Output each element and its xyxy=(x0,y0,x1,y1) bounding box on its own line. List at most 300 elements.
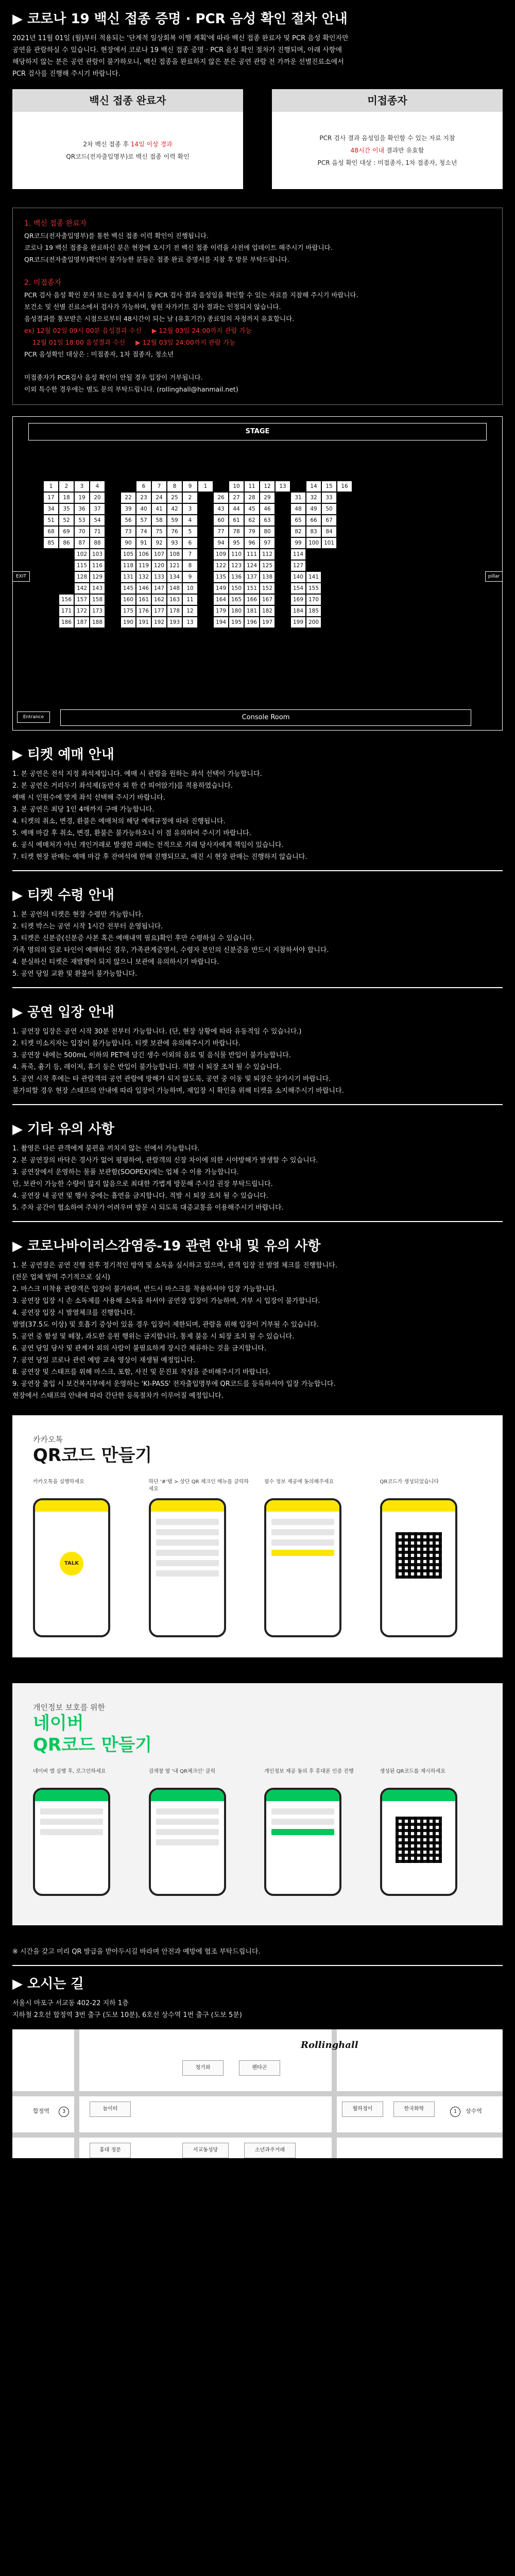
seat: 1 xyxy=(198,481,213,492)
seat: 151 xyxy=(245,583,259,594)
notice-heading-1: 1. 백신 접종 완료자 xyxy=(24,219,87,228)
entrance-label: Entrance xyxy=(17,711,50,723)
etc-line: 3. 공연장에서 운영하는 물품 보관함(SOOPEX)에는 업체 수 이용 가능합니다. xyxy=(12,1168,239,1176)
seat-gap xyxy=(198,549,213,560)
seat: 200 xyxy=(306,617,321,628)
seat: 167 xyxy=(260,595,274,605)
seat-gap xyxy=(44,549,58,560)
seat-gap xyxy=(198,504,213,514)
seat: 160 xyxy=(121,595,135,605)
pickup-line: 4. 분실하신 티켓은 재발행이 되지 않으니 보관에 유의하시기 바랍니다. xyxy=(12,958,219,966)
seat: 121 xyxy=(167,561,182,571)
covid-line: (전문 업체 방역 주기적으로 실시) xyxy=(12,1274,110,1281)
seat-row xyxy=(44,549,353,561)
seat-row xyxy=(44,538,353,549)
seat: 91 xyxy=(136,538,151,548)
covid-line: 9. 공연장 출입 시 보건복지부에서 운영하는 'KI-PASS' 전자출입명부에 QR코드를 등록하셔야 입장 가능합니다. xyxy=(12,1380,336,1388)
seat: 173 xyxy=(90,606,105,616)
seat: 172 xyxy=(75,606,89,616)
seat: 108 xyxy=(167,549,182,560)
seat: 75 xyxy=(152,527,166,537)
seat: 11 xyxy=(183,595,197,605)
seat: 46 xyxy=(260,504,274,514)
vaccinated-body xyxy=(12,112,243,189)
seat: 102 xyxy=(75,549,89,560)
seat: 125 xyxy=(260,561,274,571)
seat-gap xyxy=(106,583,120,594)
seat: 169 xyxy=(291,595,305,605)
vaccinated-highlight: 14일 이상 경과 xyxy=(130,141,173,148)
ticket-line: 7. 티켓 현장 판매는 예매 마감 후 잔여석에 한해 진행되므로, 매진 시 현장 판매는 진행하지 않습니다. xyxy=(12,853,307,861)
covid-title: ▶ 코로나바이러스감염증-19 관련 안내 및 유의 사항 xyxy=(12,1239,321,1254)
covid-line: 3. 공연장 입장 시 손 소독제를 사용해 소독을 하셔야 공연장 입장이 가능하며, 거부 시 입장이 불가합니다. xyxy=(12,1297,320,1305)
covid-line: 5. 공연 중 함성 및 떼창, 과도한 응원 행위는 금지합니다. 통제 불응 시 퇴장 조치 될 수 있습니다. xyxy=(12,1333,295,1341)
kakao-qr-guide xyxy=(12,1415,503,1657)
seat: 29 xyxy=(260,493,274,503)
naver-step-text: 생성된 QR코드를 제시하세요 xyxy=(380,1769,445,1774)
etc-line: 5. 주차 공간이 협소하여 주차가 어려우며 방문 시 되도록 대중교통을 이용해주시기 바랍니다. xyxy=(12,1204,284,1212)
phone-mockup xyxy=(149,1788,226,1896)
seat: 1 xyxy=(44,481,58,492)
seat-gap xyxy=(44,583,58,594)
example-valid: ▶ 12월 03일 24:00까지 관람 가능 xyxy=(151,327,252,334)
admission-line: 3. 공연장 내에는 500mL 이하의 PET에 담긴 생수 이외의 음료 및 음식물 반입이 불가능합니다. xyxy=(12,1052,291,1059)
seat: 137 xyxy=(245,572,259,582)
seat: 4 xyxy=(183,515,197,526)
seat: 161 xyxy=(136,595,151,605)
seat: 31 xyxy=(291,493,305,503)
seat: 134 xyxy=(167,572,182,582)
seat: 148 xyxy=(167,583,182,594)
covid-line: 4. 공연장 입장 시 발열체크를 진행합니다. xyxy=(12,1309,135,1317)
seat: 42 xyxy=(167,504,182,514)
seat: 186 xyxy=(59,617,74,628)
seat: 15 xyxy=(322,481,336,492)
seat: 58 xyxy=(152,515,166,526)
etc-line: 단, 보관이 가능한 수량이 많지 않음으로 최대한 가볍게 방문해 주시길 권장 부탁드립니다. xyxy=(12,1180,273,1188)
seat: 111 xyxy=(245,549,259,560)
seat: 92 xyxy=(152,538,166,548)
covid-text xyxy=(12,1260,503,1402)
console-room-label: Console Room xyxy=(60,709,471,726)
intro-line: 2021년 11월 01일 (월)부터 적용되는 '단계적 일상회복 이행 계획'에 따라 백신 접종 완료자 및 PCR 음성 확인자만 xyxy=(12,35,349,42)
kakao-guide-subtitle: 카카오톡 xyxy=(33,1435,63,1444)
seat: 85 xyxy=(44,538,58,548)
seat: 69 xyxy=(59,527,74,537)
intro-section xyxy=(0,0,515,80)
seat: 193 xyxy=(167,617,182,628)
exit-sign: EXIT xyxy=(12,571,30,582)
seat: 76 xyxy=(167,527,182,537)
seat: 197 xyxy=(260,617,274,628)
seat-row xyxy=(44,493,353,504)
seat: 177 xyxy=(152,606,166,616)
ticket-line: 1. 본 공연은 전석 지정 좌석제입니다. 예매 시 관람을 원하는 좌석 선택이 가능합니다. xyxy=(12,770,262,778)
seat: 66 xyxy=(306,515,321,526)
seat: 56 xyxy=(121,515,135,526)
exit-number-badge: 3 xyxy=(59,2107,69,2117)
qr-code-icon xyxy=(396,1532,442,1579)
covid-line: 6. 공연 당일 당사 및 관계자 외의 사람이 불필요하게 장시간 체류하는 것을 금지합니다. xyxy=(12,1345,267,1352)
qr-guide-area xyxy=(12,1415,503,1941)
seat-gap xyxy=(322,583,336,594)
covid-line: 2. 마스크 미착용 관람객은 입장이 불가하며, 반드시 마스크를 착용하셔야 입장 가능합니다. xyxy=(12,1285,278,1293)
station-label: 합정역 xyxy=(33,2108,49,2114)
seat-gap xyxy=(106,549,120,560)
pickup-section xyxy=(0,871,515,980)
seat: 136 xyxy=(229,572,244,582)
seat: 105 xyxy=(121,549,135,560)
seat: 123 xyxy=(229,561,244,571)
phone-mockup xyxy=(264,1498,341,1637)
seat-gap xyxy=(276,595,290,605)
seat: 87 xyxy=(75,538,89,548)
seat: 67 xyxy=(322,515,336,526)
seat: 176 xyxy=(136,606,151,616)
seat: 9 xyxy=(183,481,197,492)
seat: 48 xyxy=(291,504,305,514)
seat: 118 xyxy=(121,561,135,571)
map-building: 서교동성당 xyxy=(182,2143,229,2158)
seat: 147 xyxy=(152,583,166,594)
seat-gap xyxy=(322,572,336,582)
seat: 26 xyxy=(214,493,228,503)
seat: 143 xyxy=(90,583,105,594)
seat-gap xyxy=(106,572,120,582)
seat: 163 xyxy=(167,595,182,605)
seat-gap xyxy=(106,595,120,605)
admission-line: 4. 폭죽, 흉기 등, 레이저, 휴기 등은 반입이 불가능합니다. 적발 시 퇴장 조치 될 수 있습니다. xyxy=(12,1063,282,1071)
seat: 150 xyxy=(229,583,244,594)
seat: 132 xyxy=(136,572,151,582)
seat: 49 xyxy=(306,504,321,514)
map-building: 청기와 xyxy=(182,2060,224,2076)
seat: 154 xyxy=(291,583,305,594)
vaccinated-line-1 xyxy=(83,138,172,150)
seat: 60 xyxy=(214,515,228,526)
seat: 73 xyxy=(121,527,135,537)
seat: 3 xyxy=(75,481,89,492)
notice-line: QR코드(전자출입명부)를 통한 백신 접종 이력 확인이 진행됩니다. xyxy=(24,232,209,240)
seat: 116 xyxy=(90,561,105,571)
pillar-label: pillar xyxy=(485,571,503,582)
seat: 155 xyxy=(306,583,321,594)
naver-guide-title-1: 네이버 xyxy=(33,1713,84,1734)
seat: 192 xyxy=(152,617,166,628)
seat: 40 xyxy=(136,504,151,514)
ticket-line: 3. 본 공연은 최당 1인 4매까지 구매 가능합니다. xyxy=(12,806,154,814)
seat: 3 xyxy=(183,504,197,514)
admission-line: 5. 공연 시작 후에는 타 관람객의 공연 관람에 방해가 되지 않도록, 공연 중 이동 및 퇴장은 삼가시기 바랍니다. xyxy=(12,1075,331,1083)
seat: 20 xyxy=(90,493,105,503)
seat: 8 xyxy=(183,561,197,571)
seat: 44 xyxy=(229,504,244,514)
seat: 65 xyxy=(291,515,305,526)
intro-text xyxy=(12,32,503,80)
seat: 57 xyxy=(136,515,151,526)
seat-gap xyxy=(198,538,213,548)
seat-gap xyxy=(276,606,290,616)
kakao-step xyxy=(33,1479,135,1637)
ticket-line: 5. 예매 마감 후 취소, 변경, 환불은 불가능하오니 이 점 유의하여 주시기 바랍니다. xyxy=(12,829,251,837)
kakao-guide-title: QR코드 만들기 xyxy=(33,1445,152,1466)
seat: 96 xyxy=(245,538,259,548)
naver-step xyxy=(264,1768,367,1896)
seat-row xyxy=(44,606,353,617)
seat: 70 xyxy=(75,527,89,537)
seat-gap xyxy=(198,572,213,582)
map-building: 소년과주거래 xyxy=(244,2143,296,2158)
seat-row xyxy=(44,527,353,538)
seat-row xyxy=(44,504,353,515)
seat: 59 xyxy=(167,515,182,526)
seat: 11 xyxy=(245,481,259,492)
seat: 131 xyxy=(121,572,135,582)
notice-example-1 xyxy=(24,325,491,336)
seat: 106 xyxy=(136,549,151,560)
seat: 10 xyxy=(229,481,244,492)
etc-line: 1. 촬영은 다른 관객에게 불편을 끼치지 않는 선에서 가능합니다. xyxy=(12,1145,200,1153)
seat-row xyxy=(44,583,353,595)
seat: 115 xyxy=(75,561,89,571)
seat-gap xyxy=(59,572,74,582)
seat: 41 xyxy=(152,504,166,514)
seat: 185 xyxy=(306,606,321,616)
ticket-line: 6. 공식 예매처가 아닌 개인거래로 발생한 피해는 전적으로 거래 당사자에게 책임이 있습니다. xyxy=(12,841,284,849)
notice-line: 보건소 및 선별 진료소에서 검사가 가능하며, 항원 자가키트 검사 결과는 인정되지 않습니다. xyxy=(24,303,281,311)
seat-map xyxy=(12,416,503,731)
kakao-step-text: 하단 '#'탭 > 상단 QR 체크인 메뉴를 클릭하세요 xyxy=(148,1479,249,1492)
seat-gap xyxy=(214,481,228,492)
seat: 196 xyxy=(245,617,259,628)
seat-gap xyxy=(276,561,290,571)
seat: 138 xyxy=(260,572,274,582)
naver-step-text: 네이버 앱 실행 후, 로그인하세요 xyxy=(33,1769,106,1774)
pickup-line: 1. 본 공연의 티켓은 현장 수령만 가능합니다. xyxy=(12,911,144,919)
seat-gap xyxy=(44,561,58,571)
seat: 80 xyxy=(260,527,274,537)
qr-note-section xyxy=(0,1946,515,1958)
seat-gap xyxy=(106,617,120,628)
seat-gap xyxy=(59,583,74,594)
example-valid: ▶ 12월 03일 24:00까지 관람 가능 xyxy=(135,338,236,346)
seat: 14 xyxy=(306,481,321,492)
covid-line: 현장에서 스태프의 안내에 따라 간단한 등록절차가 이루어질 예정입니다. xyxy=(12,1392,224,1400)
seat: 77 xyxy=(214,527,228,537)
vaccinated-head: 백신 접종 완료자 xyxy=(12,89,243,112)
seat: 84 xyxy=(322,527,336,537)
ticket-section xyxy=(0,731,515,863)
ticket-line: 4. 티켓의 취소, 변경, 환불은 예매처의 해당 예매규정에 따라 진행됩니다. xyxy=(12,818,226,825)
naver-step-text: 검색창 옆 '내 QR체크인' 클릭 xyxy=(148,1769,216,1774)
location-map xyxy=(12,2029,503,2158)
seat-gap xyxy=(276,504,290,514)
seat: 128 xyxy=(75,572,89,582)
seat: 190 xyxy=(121,617,135,628)
notice-line: 음성결과를 통보받은 시점으로부터 48시간이 되는 날 (유효기간) 종료일의 자정까지 유효합니다. xyxy=(24,315,295,323)
seat: 184 xyxy=(291,606,305,616)
seat: 156 xyxy=(59,595,74,605)
seat-gap xyxy=(276,617,290,628)
seat: 165 xyxy=(229,595,244,605)
seat-gap xyxy=(337,538,352,548)
seat-gap xyxy=(276,572,290,582)
seat-row xyxy=(44,595,353,606)
seat: 12 xyxy=(260,481,274,492)
seat: 71 xyxy=(90,527,105,537)
seat-gap xyxy=(322,617,336,628)
seat-gap xyxy=(198,493,213,503)
seat: 199 xyxy=(291,617,305,628)
unvaccinated-line-1: PCR 검사 결과 음성임을 확인할 수 있는 자료 지참 xyxy=(319,134,455,142)
seat: 83 xyxy=(306,527,321,537)
seat-gap xyxy=(198,617,213,628)
seat: 103 xyxy=(90,549,105,560)
seat: 182 xyxy=(260,606,274,616)
seat: 43 xyxy=(214,504,228,514)
seat: 95 xyxy=(229,538,244,548)
ticket-title: ▶ 티켓 예매 안내 xyxy=(12,747,114,762)
seat: 175 xyxy=(121,606,135,616)
notice-line: 코로나 19 백신 접종을 완료하신 분은 현장에 오시기 전 백신 접종 이력을 사전에 업데이트 해주시기 바랍니다. xyxy=(24,244,333,251)
seat: 140 xyxy=(291,572,305,582)
seat: 61 xyxy=(229,515,244,526)
seat: 12 xyxy=(183,606,197,616)
map-road xyxy=(74,2029,79,2158)
seat-gap xyxy=(106,481,120,492)
pickup-line: 3. 티켓은 신분증(신분증 사본 혹은 예매내역 필요)확인 후만 수령하실 수 있습니다. xyxy=(12,935,254,942)
phone-mockup xyxy=(380,1498,457,1637)
kakao-step-text: QR코드가 생성되었습니다 xyxy=(380,1479,439,1485)
example-received: 12월 01일 18:00 음성결과 수신 xyxy=(32,338,126,346)
seat: 97 xyxy=(260,538,274,548)
seat-gap xyxy=(106,527,120,537)
seat-gap xyxy=(276,515,290,526)
seat-row xyxy=(44,561,353,572)
covid-line: 1. 본 공연장은 공연 진행 전후 정기적인 방역 및 소독을 실시하고 있으며, 관객 입장 전 발열 체크를 진행합니다. xyxy=(12,1262,337,1269)
ticket-line: 2. 본 공연은 거리두기 좌석제(동반자 외 한 칸 띄어앉기)를 적용하였습니다. xyxy=(12,782,233,790)
seat: 27 xyxy=(229,493,244,503)
notice-example-2 xyxy=(24,336,491,348)
seat: 13 xyxy=(183,617,197,628)
kakao-step-text: 필수 정보 제공에 동의해주세요 xyxy=(264,1479,334,1485)
notice-heading-2: 2. 미접종자 xyxy=(24,279,61,287)
seat: 19 xyxy=(75,493,89,503)
seat: 7 xyxy=(183,549,197,560)
address-text: 서울시 마포구 서교동 402-22 지하 1층 xyxy=(12,1999,129,2007)
kakao-step-text: 카카오톡을 실행하세요 xyxy=(33,1479,84,1485)
kakao-step xyxy=(264,1479,367,1637)
seat: 101 xyxy=(322,538,336,548)
phone-mockup xyxy=(149,1498,226,1637)
seat: 180 xyxy=(229,606,244,616)
intro-line: 해당하지 않는 분은 공연 관람이 불가하오니, 백신 접종을 완료하지 않은 분은 공연 관람 전 가까운 선별진료소에서 xyxy=(12,58,344,66)
seat: 149 xyxy=(214,583,228,594)
seat: 28 xyxy=(245,493,259,503)
subway-text: 지하철 2호선 합정역 3번 출구 (도보 10분), 6호선 상수역 1번 출구 (도보 5분) xyxy=(12,2011,242,2019)
seat: 82 xyxy=(291,527,305,537)
map-road xyxy=(12,2132,503,2138)
phone-mockup xyxy=(33,1498,110,1637)
seat: 181 xyxy=(245,606,259,616)
seat-gap xyxy=(121,481,135,492)
ticket-text xyxy=(12,768,503,863)
pickup-line: 5. 공연 당일 교환 및 환불이 불가능합니다. xyxy=(12,970,138,978)
seat-gap xyxy=(337,504,352,514)
seat-gap xyxy=(106,504,120,514)
seat-gap xyxy=(44,572,58,582)
seat: 109 xyxy=(214,549,228,560)
unvaccinated-line-2 xyxy=(351,144,424,157)
seat-gap xyxy=(198,515,213,526)
seat: 17 xyxy=(44,493,58,503)
seat: 133 xyxy=(152,572,166,582)
kakao-step xyxy=(149,1479,251,1637)
seat: 35 xyxy=(59,504,74,514)
seat: 120 xyxy=(152,561,166,571)
seat: 122 xyxy=(214,561,228,571)
kakao-step xyxy=(380,1479,483,1637)
notice-line: PCR 음성확인 대상은 : 미접종자, 1차 접종자, 청소년 xyxy=(24,350,174,358)
seat: 127 xyxy=(291,561,305,571)
unvaccinated-line-3: PCR 음성 확인 대상 : 미접종자, 1차 접종자, 청소년 xyxy=(317,159,457,166)
map-building: 월하정이 xyxy=(342,2102,383,2117)
seat: 24 xyxy=(152,493,166,503)
seat-gap xyxy=(44,595,58,605)
naver-step xyxy=(149,1768,251,1896)
seat-gap xyxy=(106,538,120,548)
seat-gap xyxy=(106,606,120,616)
ticket-line: 예매 시 인원수에 맞게 좌석 선택해 주시기 바랍니다. xyxy=(12,794,165,802)
seat: 62 xyxy=(245,515,259,526)
seat: 34 xyxy=(44,504,58,514)
seat: 18 xyxy=(59,493,74,503)
intro-title: ▶ 코로나 19 백신 접종 증명 · PCR 음성 확인 절차 안내 xyxy=(12,11,348,27)
seat: 32 xyxy=(306,493,321,503)
admission-title: ▶ 공연 입장 안내 xyxy=(12,1005,114,1020)
unvaccinated-highlight: 48시간 이내 xyxy=(350,147,385,154)
seat: 13 xyxy=(276,481,290,492)
etc-section xyxy=(0,1105,515,1214)
kakao-talk-logo: TALK xyxy=(60,1552,83,1575)
directions-section xyxy=(0,1966,515,2021)
seat-row xyxy=(44,617,353,629)
unvaccinated-body xyxy=(272,112,503,189)
unvaccinated-box xyxy=(272,89,503,189)
intro-line: PCR 검사를 진행해 주시기 바랍니다. xyxy=(12,70,121,78)
seat: 191 xyxy=(136,617,151,628)
seat: 86 xyxy=(59,538,74,548)
unvaccinated-text: 결과만 유효함 xyxy=(386,147,424,154)
seat: 37 xyxy=(90,504,105,514)
seat: 39 xyxy=(121,504,135,514)
seat: 99 xyxy=(291,538,305,548)
seat: 6 xyxy=(136,481,151,492)
seat: 63 xyxy=(260,515,274,526)
map-building: 펜타곤 xyxy=(239,2060,280,2076)
seat-gap xyxy=(337,527,352,537)
naver-step-text: 개인정보 제공 동의 후 휴대폰 인증 진행 xyxy=(264,1769,354,1774)
seat: 93 xyxy=(167,538,182,548)
covid-line: 7. 공연 당일 코로나 관련 예방 교육 영상이 재생될 예정입니다. xyxy=(12,1357,196,1364)
seat: 114 xyxy=(291,549,305,560)
notice-line: 이외 특수한 경우에는 별도 문의 부탁드립니다. (rollinghall@hanmail.net) xyxy=(24,385,238,393)
seat: 112 xyxy=(260,549,274,560)
stage-label: STAGE xyxy=(28,423,487,440)
seat: 52 xyxy=(59,515,74,526)
seat: 170 xyxy=(306,595,321,605)
pickup-title: ▶ 티켓 수령 안내 xyxy=(12,888,114,903)
